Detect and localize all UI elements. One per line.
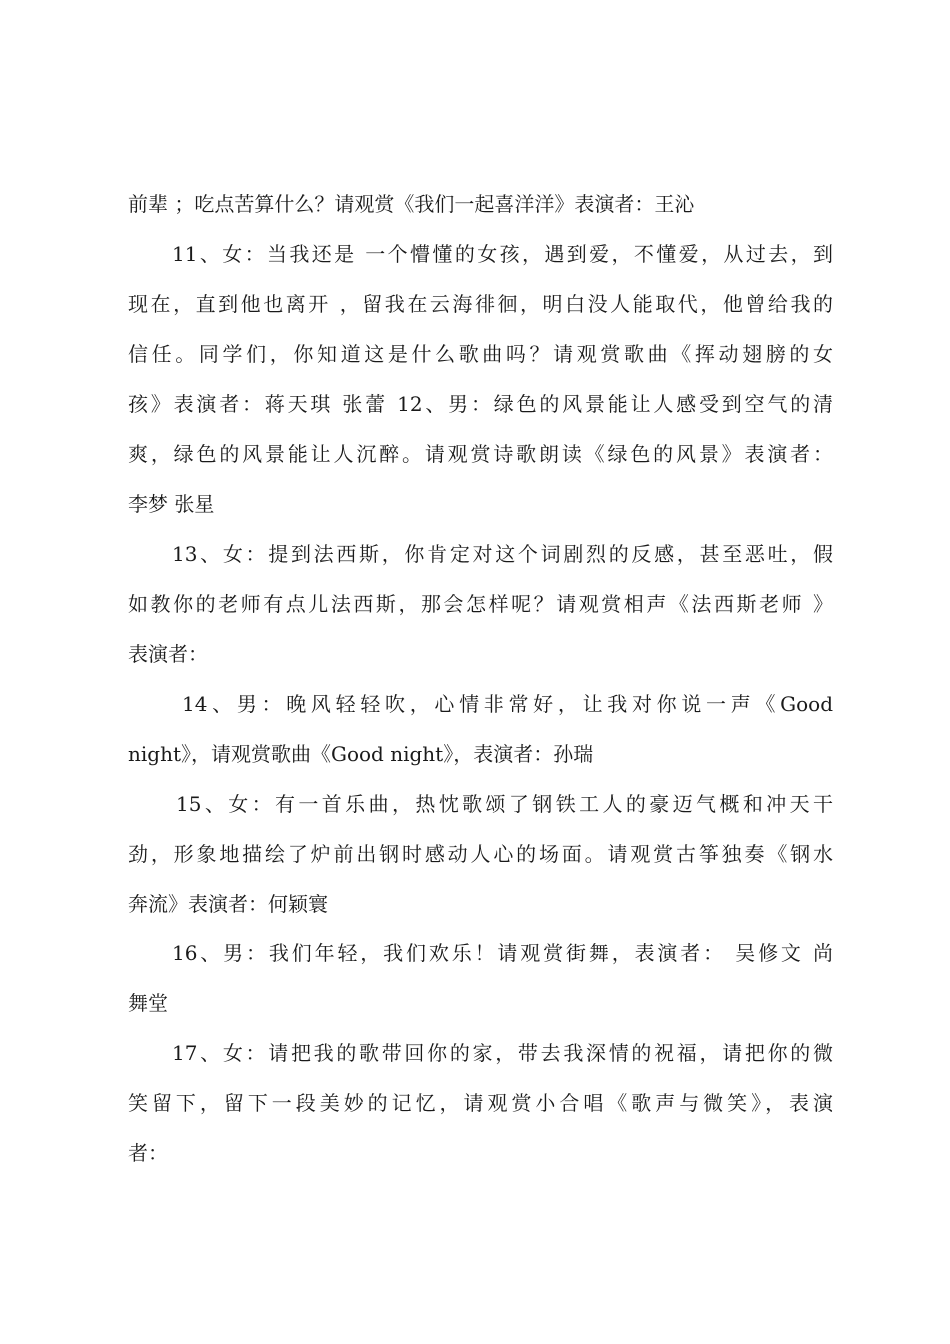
text-line-17: 舞堂	[128, 991, 168, 1015]
text-line-15: 奔流》表演者：何颖寰	[128, 892, 328, 916]
text-line-4: 信任。同学们，你知道这是什么歌曲吗？请观赏歌曲《挥动翅膀的女	[128, 342, 833, 366]
text-line-3: 现在，直到他也离开 ，留我在云海徘徊，明白没人能取代，他曾给我的	[128, 292, 833, 316]
text-line-12: night》，请观赏歌曲《Good night》，表演者：孙瑞	[128, 742, 594, 766]
text-line-13: 15、女：有一首乐曲，热忱歌颂了钢铁工人的豪迈气概和冲天干	[176, 792, 833, 816]
text-line-14: 劲，形象地描绘了炉前出钢时感动人心的场面。请观赏古筝独奏《钢水	[128, 842, 833, 866]
text-line-8: 13、女：提到法西斯，你肯定对这个词剧烈的反感，甚至恶吐，假	[172, 542, 833, 566]
text-line-2: 11、女：当我还是 一个懵懂的女孩，遇到爱，不懂爱，从过去，到	[172, 242, 833, 266]
text-line-16: 16、男：我们年轻，我们欢乐！请观赏街舞，表演者： 吴修文 尚	[172, 941, 833, 965]
text-line-9: 如教你的老师有点儿法西斯，那会怎样呢？请观赏相声《法西斯老师 》	[128, 592, 833, 616]
text-line-19: 笑留下，留下一段美妙的记忆，请观赏小合唱《歌声与微笑》，表演	[128, 1091, 833, 1115]
text-line-5: 孩》表演者：蒋天琪 张蕾 12、男：绿色的风景能让人感受到空气的清	[128, 392, 833, 416]
text-line-20: 者：	[128, 1141, 168, 1165]
text-line-18: 17、女：请把我的歌带回你的家，带去我深情的祝福，请把你的微	[172, 1041, 833, 1065]
text-line-11: 14、男：晚风轻轻吹，心情非常好，让我对你说一声《Good	[182, 692, 833, 716]
text-line-10: 表演者：	[128, 642, 208, 666]
text-line-1: 前辈 ；吃点苦算什么？请观赏《我们一起喜洋洋》表演者：王沁	[128, 192, 695, 216]
text-line-7: 李梦 张星	[128, 492, 215, 516]
text-line-6: 爽，绿色的风景能让人沉醉。请观赏诗歌朗读《绿色的风景》表演者：	[128, 442, 833, 466]
